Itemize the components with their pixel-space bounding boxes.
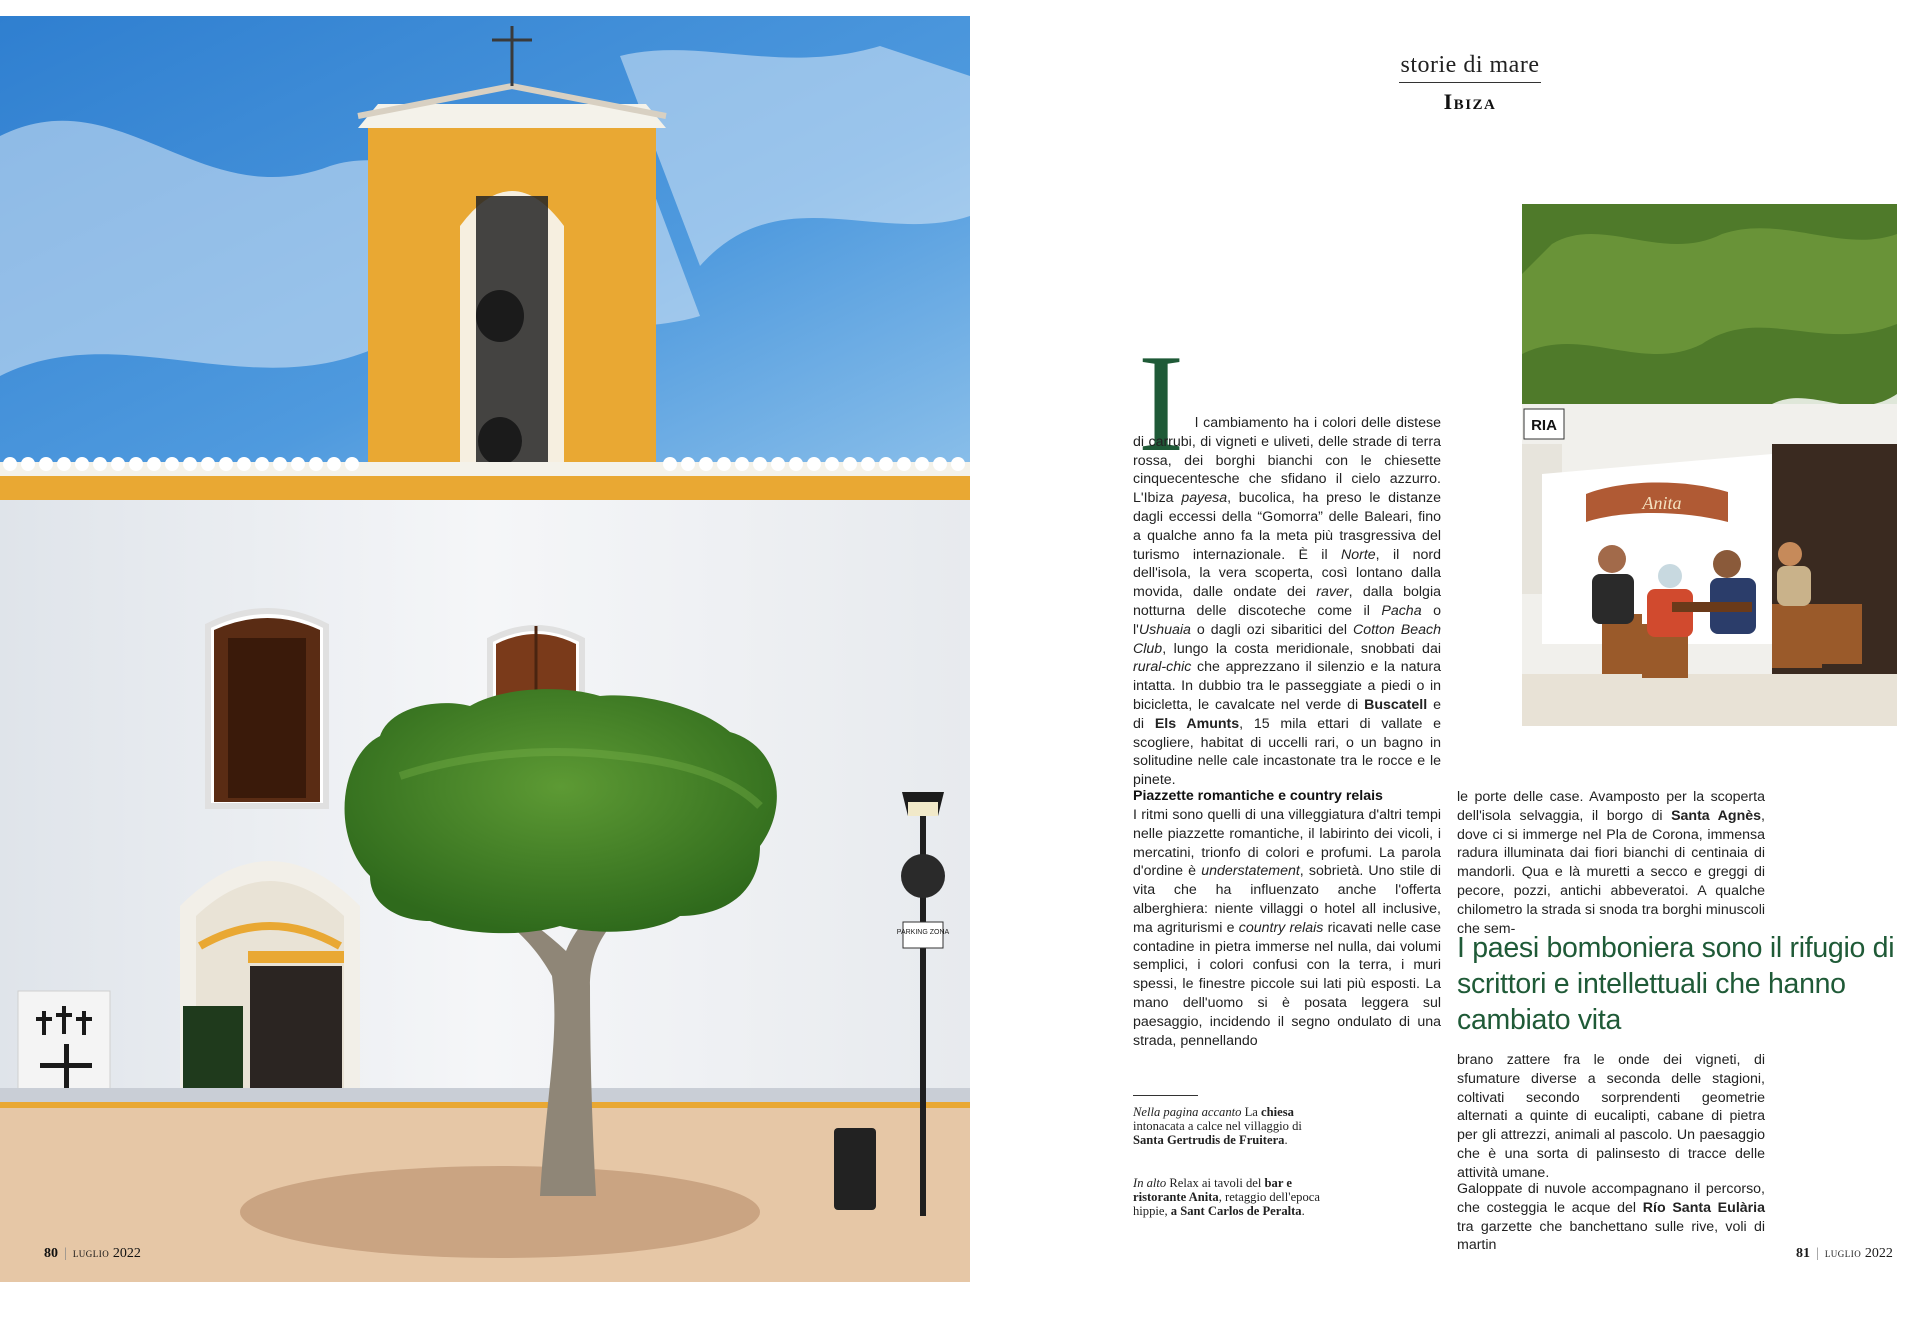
issue-year: 2022 — [1864, 1246, 1893, 1261]
body-text: , sobrietà. Uno stile di vita che ha influenzato anche l'offerta alberghiera: niente villaggi o hotel all inclusive, ma agriturismi e — [1133, 863, 1441, 936]
intro-emphasis: payesa — [1181, 490, 1228, 507]
caption-text: , retaggio dell'epoca hippie, — [1133, 1190, 1320, 1219]
body-text: , dove ci si immerge nel Pla de Corona, immensa radura illuminata dai fiori bianchi di centinaia di mandorli. Qua e là muretti a secco e greggi di pecore, pozzi, antichi abbeveratoi. A qualche chilometro la strada si snoda tra borghi minuscoli che sem- — [1457, 807, 1765, 937]
drop-cap: I — [1137, 326, 1185, 481]
caption-rule — [1133, 1095, 1198, 1096]
caption-locator: In alto — [1133, 1176, 1167, 1190]
intro-text: , lungo la costa meridionale, snobbati dai — [1162, 640, 1441, 657]
intro-text: con le chiesette cinquecentesche che sfidano il cielo azzurro. L'Ibiza — [1133, 452, 1441, 507]
pull-quote: I paesi bomboniera sono il rifugio di scrittori e intellettuali che hanno cambiato vita — [1457, 932, 1895, 1036]
caption-bold: a Sant Carlos de Peralta — [1170, 1204, 1302, 1219]
body-text: tra garzette che banchettano sulle rive, voli di martin — [1457, 1218, 1765, 1254]
section-title: Ibiza — [1443, 89, 1497, 114]
article-intro — [1133, 414, 1441, 790]
intro-emphasis: rural-chic — [1133, 659, 1192, 676]
caption-text: intonacata a calce nel villaggio di — [1133, 1119, 1302, 1134]
caption-locator: Nella pagina accanto — [1133, 1105, 1242, 1119]
intro-text: o dagli ozi sibaritici del — [1190, 621, 1353, 638]
parking-sign-text: PARKING ZONA — [896, 929, 950, 936]
page-number-left: 80 | luglio 2022 — [44, 1245, 141, 1261]
intro-text: , bucolica, ha preso le distanze dagli eccessi della “Gomorra” delle Baleari, fino a qualche anno fa la meta più trasgressiva del turismo internazionale. È il — [1133, 490, 1441, 563]
place-name: Buscatell — [1364, 696, 1428, 713]
bar-sign-anita: Anita — [1642, 493, 1682, 513]
caption-bold: bar e ristorante Anita — [1133, 1176, 1292, 1205]
section-kicker: storie di mare — [1399, 52, 1542, 83]
intro-text: , il nord dell'isola, la vera scoperta, così lontano dalla movida, dalle ondate dei — [1133, 546, 1441, 601]
bar-anita-photo — [1522, 204, 1897, 726]
page-number-right: 81 | luglio 2022 — [1796, 1245, 1893, 1261]
body-text: ricavati nelle case contadine in pietra immerse nel nulla, dai volumi semplici, i colori confusi con la terra, i muri spessi, le finestre piccole sui lati più esposti. La mano dell'uomo si è posata leggera sul paesaggio, incidendo il segno ondulato di una strada, pennellando — [1133, 919, 1441, 1049]
place-name: Santa Agnès — [1671, 807, 1762, 824]
page-number: 80 — [44, 1246, 58, 1261]
article-column-3-continued — [1457, 1051, 1765, 1183]
body-emphasis: country relais — [1238, 919, 1324, 936]
church-photo — [0, 16, 970, 1282]
body-text: brano zattere fra le onde dei vigneti, di sfumature diverse a seconda delle stagioni, coltivati secondo sorprendenti geometrie alternati a quinte di eucalipti, cabane di pietra per gli attrezzi, animali al pascolo. Un paesaggio che è una sorta di palinsesto di tracce delle attività umane. — [1457, 1052, 1765, 1181]
intro-text: , dalla bolgia notturna delle discoteche come il — [1133, 584, 1441, 619]
intro-emphasis: Pacha — [1381, 602, 1422, 619]
article-column-2 — [1133, 806, 1441, 1050]
article-subhead: Piazzette romantiche e country relais — [1133, 788, 1383, 804]
intro-text: che apprezzano il silenzio e la natura intatta. In dubbio tra le passeggiate a piedi o in bicicletta, le cavalcate nel verde di — [1133, 659, 1441, 713]
body-text: I ritmi sono quelli di una villeggiatura d'altri tempi nelle piazzette romantiche, il labirinto dei vicoli, i mercatini, trionfo di colori e profumi. La parola d'ordine è — [1133, 807, 1441, 880]
issue-year: 2022 — [112, 1246, 141, 1261]
body-text: Galoppate di nuvole accompagnano il percorso, che costeggia le acque del — [1457, 1181, 1765, 1216]
intro-emphasis: Ushuaia — [1138, 621, 1191, 638]
section-header — [1320, 52, 1620, 115]
article-column-3 — [1457, 788, 1765, 938]
intro-text: e di — [1133, 696, 1441, 732]
caption-text: . — [1284, 1133, 1288, 1148]
intro-text: , 15 mila ettari di vallate e scogliere, habitat di uccelli rari, o un bagno in solitudine nelle cale incastonate tra le rocce e le pinete. — [1133, 715, 1441, 789]
intro-emphasis: Norte — [1340, 546, 1376, 563]
caption-bold: Santa Gertrudis de Fruitera — [1133, 1133, 1285, 1148]
photo-caption-bar — [1133, 1176, 1333, 1219]
caption-bold: chiesa — [1261, 1105, 1294, 1119]
place-name: Río Santa Eulària — [1642, 1199, 1765, 1216]
article-column-3-last — [1457, 1180, 1765, 1255]
issue-month: luglio — [72, 1245, 110, 1260]
body-text: le porte delle case. Avamposto per la scoperta dell'isola selvaggia, il borgo di — [1457, 789, 1765, 824]
photo-caption-church — [1133, 1105, 1333, 1148]
body-emphasis: understatement — [1201, 863, 1300, 880]
intro-emphasis: raver — [1316, 584, 1349, 601]
intro-lead: l cambiamento ha i colori delle distese di carrubi, di vigneti e uliveti, delle strade di terra rossa, dei borghi bianchi — [1133, 415, 1441, 469]
intro-emphasis: Cotton Beach Club — [1133, 621, 1441, 657]
caption-text: La — [1241, 1105, 1262, 1119]
caption-text: Relax ai tavoli del — [1166, 1176, 1265, 1190]
issue-month: luglio — [1824, 1245, 1862, 1260]
place-name: Els Amunts — [1154, 715, 1240, 732]
page-number: 81 — [1796, 1246, 1810, 1261]
caption-text: . — [1301, 1204, 1305, 1219]
bar-sign-ria: RIA — [1531, 417, 1557, 434]
intro-text: o l' — [1133, 602, 1441, 638]
